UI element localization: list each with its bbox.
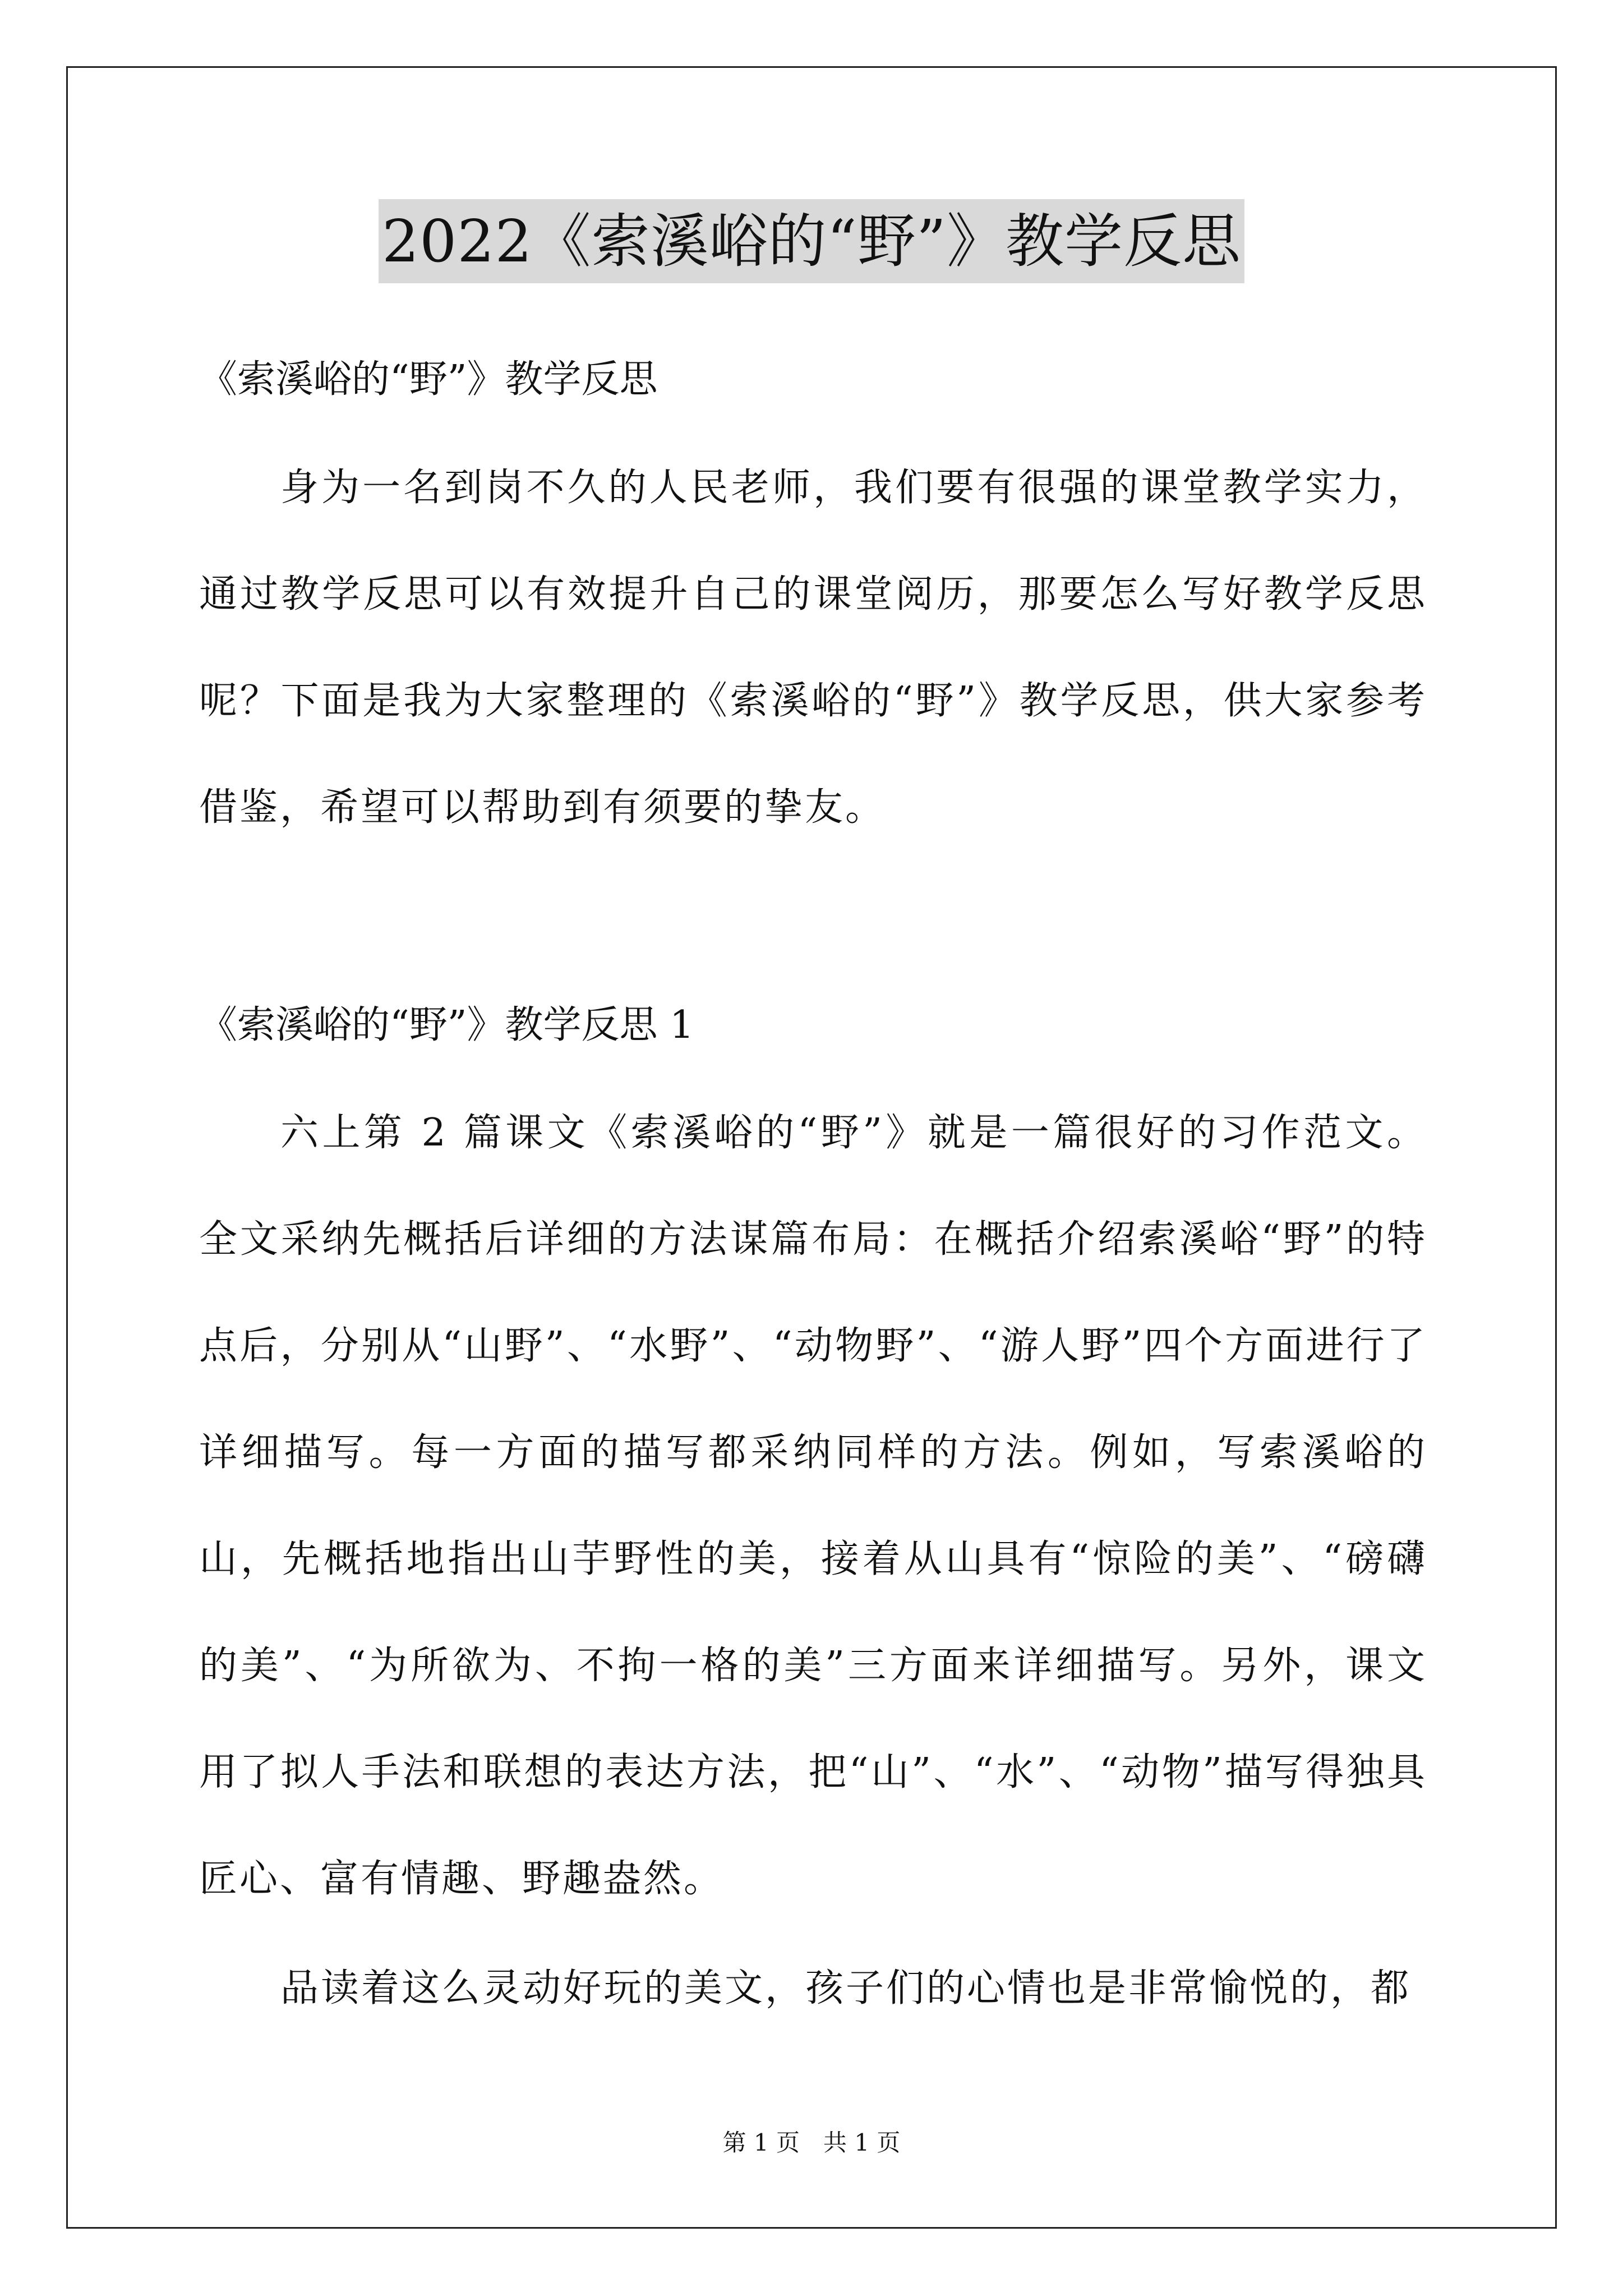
subheading-reflection-1: 《索溪峪的“野”》教学反思 1	[199, 1003, 694, 1047]
subheading-intro: 《索溪峪的“野”》教学反思	[199, 357, 658, 402]
page-footer: 第 1 页 共 1 页	[722, 2129, 901, 2156]
intro-paragraph: 身为一名到岗不久的人民老师，我们要有很强的课堂教学实力，通过教学反思可以有效提升自己的课堂阅历，那要怎么写好教学反思呢？下面是我为大家整理的《索溪峪的“野”》教学反思，供大家参考借鉴，希望可以帮助到有须要的挚友。	[199, 466, 1427, 830]
body-paragraph-1: 六上第 2 篇课文《索溪峪的“野”》就是一篇很好的习作范文。全文采纳先概括后详细的方法谋篇布局：在概括介绍索溪峪“野”的特点后，分别从“山野”、“水野”、“动物野”、“游人野”四个方面进行了详细描写。每一方面的描写都采纳同样的方法。例如，写索溪峪的山，先概括地指出山芋野性的美，接着从山具有“惊险的美”、“磅礴的美”、“为所欲为、不拘一格的美”三方面来详细描写。另外，课文用了拟人手法和联想的表达方法，把“山”、“水”、“动物”描写得独具匠心、富有情趣、野趣盎然。	[199, 1111, 1427, 1901]
body-paragraph-2: 品读着这么灵动好玩的美文，孩子们的心情也是非常愉悦的，都	[280, 1966, 1412, 2010]
title-container	[0, 199, 1623, 283]
document-title: 2022《索溪峪的“野”》教学反思	[379, 199, 1244, 283]
